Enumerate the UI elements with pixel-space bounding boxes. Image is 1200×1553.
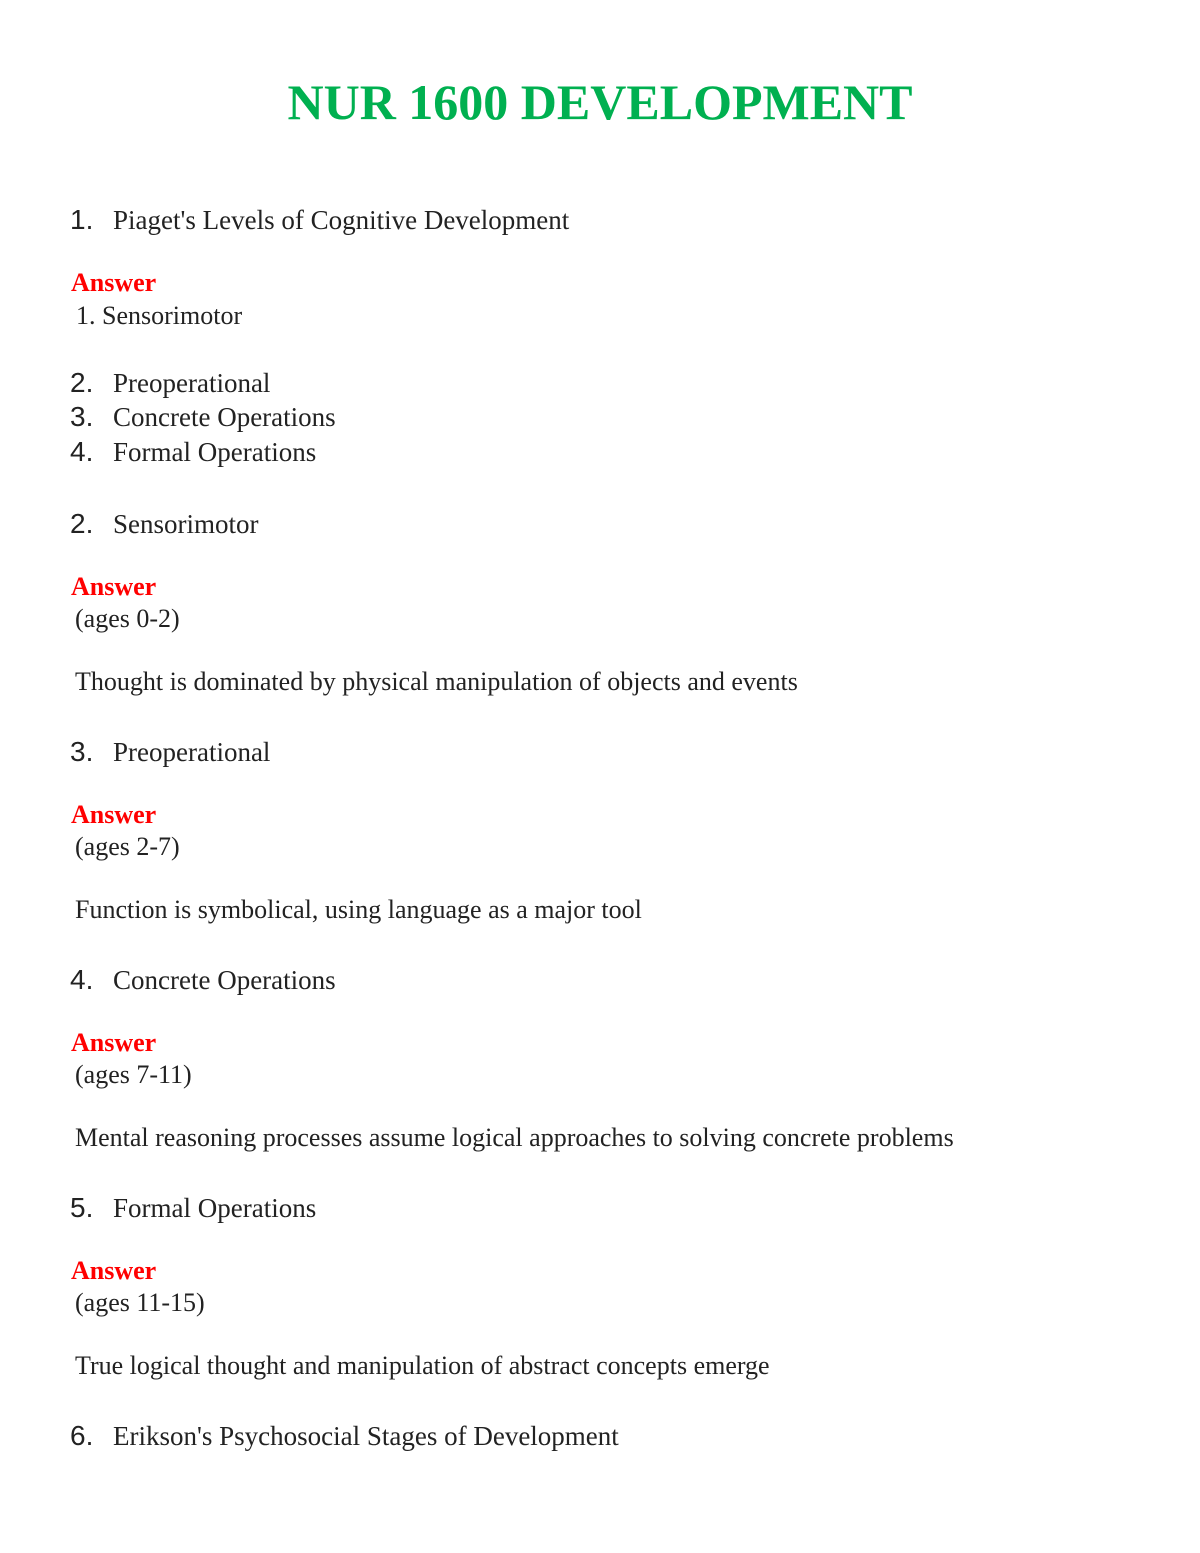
answer-description: Thought is dominated by physical manipulation of objects and events: [75, 667, 798, 696]
answer-ages: (ages 7-11): [75, 1060, 192, 1089]
answer-description: True logical thought and manipulation of abstract concepts emerge: [75, 1351, 770, 1380]
answer-label: Answer: [71, 1028, 157, 1057]
question-2: [70, 504, 259, 544]
answer-description: Function is symbolical, using language as a major tool: [75, 895, 642, 924]
answer-label: Answer: [71, 1256, 157, 1285]
list-text: Formal Operations: [113, 437, 317, 467]
question-1: [70, 200, 569, 240]
answer-list-item: [70, 432, 316, 472]
question-4: [70, 960, 336, 1000]
answer-label: Answer: [71, 572, 157, 601]
answer-label: Answer: [71, 800, 157, 829]
question-number: 6.: [70, 1420, 94, 1451]
list-number: 4.: [70, 436, 94, 467]
list-number: 2.: [70, 367, 94, 398]
page-title: NUR 1600 DEVELOPMENT: [287, 74, 913, 130]
answer-ages: (ages 0-2): [75, 604, 180, 633]
answer-text: 1. Sensorimotor: [76, 301, 243, 330]
answer-label: Answer: [71, 268, 157, 297]
question-number: 5.: [70, 1192, 94, 1223]
question-6: [70, 1416, 619, 1456]
answer-list-item: [70, 397, 336, 437]
question-text: Sensorimotor: [113, 509, 259, 539]
question-text: Formal Operations: [113, 1193, 317, 1223]
list-text: Concrete Operations: [113, 402, 336, 432]
question-number: 4.: [70, 964, 94, 995]
answer-ages: (ages 11-15): [75, 1288, 205, 1317]
question-number: 1.: [70, 204, 94, 235]
question-text: Piaget's Levels of Cognitive Development: [113, 205, 570, 235]
list-text: Preoperational: [113, 368, 271, 398]
answer-description: Mental reasoning processes assume logical approaches to solving concrete problems: [75, 1123, 954, 1152]
question-number: 2.: [70, 508, 94, 539]
answer-ages: (ages 2-7): [75, 832, 180, 861]
list-number: 3.: [70, 401, 94, 432]
question-text: Concrete Operations: [113, 965, 336, 995]
question-3: [70, 732, 270, 772]
question-text: Erikson's Psychosocial Stages of Development: [113, 1421, 619, 1451]
question-5: [70, 1188, 316, 1228]
question-text: Preoperational: [113, 737, 271, 767]
question-number: 3.: [70, 736, 94, 767]
